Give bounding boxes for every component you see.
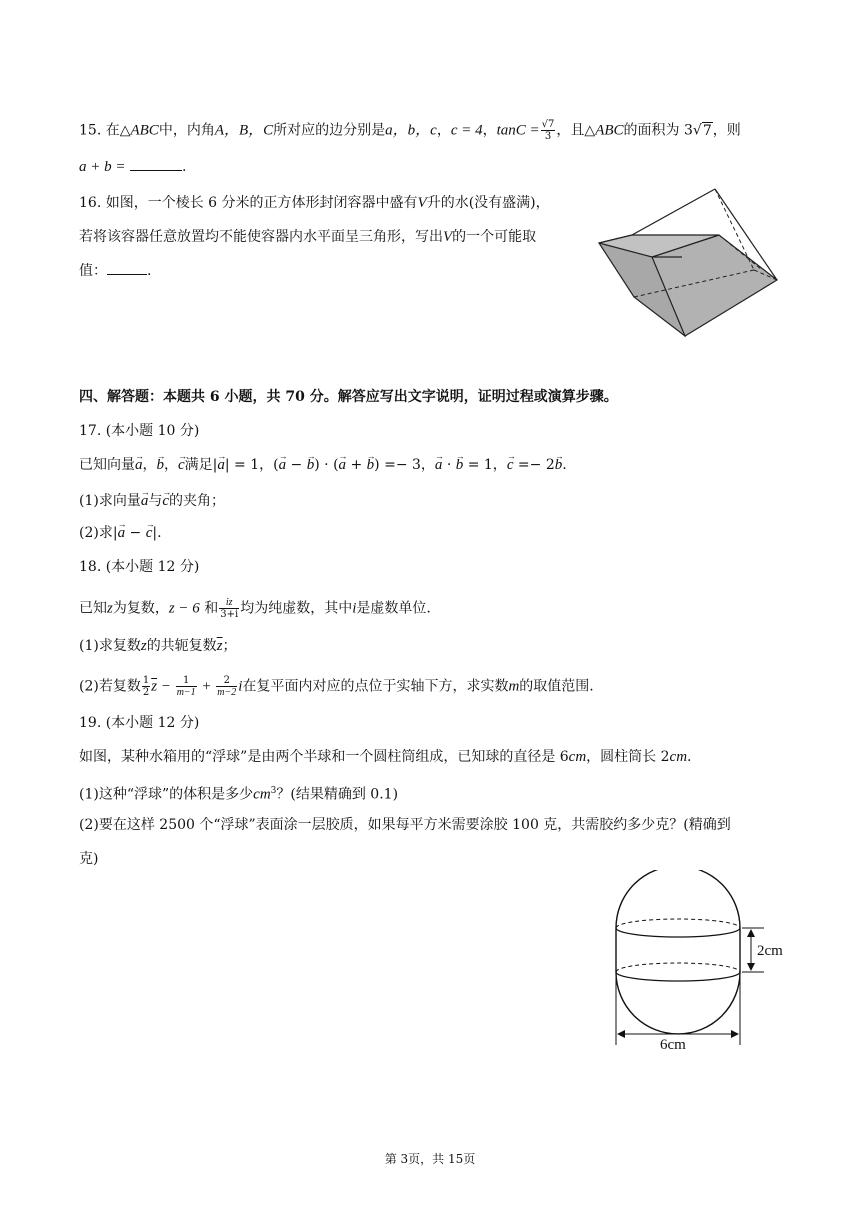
q18-part2: (2)若复数 $\frac{1}{2}$ $\overline{z}$ − $\frac{1}{m-1}$ + $\frac{2}{m-2}$ i在复平面内对应的点位于实轴下方，求实数m的取值范围. — [79, 675, 594, 698]
q18-condition: 已知z为复数，z − 6 和 $\frac{iz}{3+i}$ 均为纯虚数，其中i是虚数单位. — [79, 597, 431, 620]
height-arrowhead-bottom — [747, 963, 755, 971]
q16-line1: 16. 如图，一个棱长 6 分米的正方体形封闭容器中盛有V升的水(没有盛满)， — [79, 195, 550, 211]
q15-answer-blank[interactable] — [130, 158, 182, 171]
q16-line2: 若将该容器任意放置均不能使容器内水平面呈三角形，写出V的一个可能取 — [79, 229, 537, 245]
q18-fraction-iz: $\frac{iz}{3+i}$ — [220, 597, 239, 620]
q15-line1: 15. 在△ABC中，内角A，B，C所对应的边分别是a，b，c，c = 4，tanC = $\frac{√7}{3}$ ，且△ABC的面积为 3√7，则 — [79, 119, 741, 142]
q17-part1: (1)求向量→ a与→ c的夹角； — [79, 491, 225, 511]
section4-title: 四、解答题：本题共 6 小题，共 70 分。解答应写出文字说明，证明过程或演算步骤。 — [79, 389, 618, 405]
q19-description: 如图，某种水箱用的“浮球”是由两个半球和一个圆柱筒组成，已知球的直径是 6cm，圆柱筒长 2cm. — [79, 749, 692, 765]
cube-water-figure — [596, 186, 786, 344]
q17-part2: (2)求|→ a − → c|. — [79, 523, 162, 543]
q17-condition: 已知向量→ a，→ b，→ c满足|→ a| = 1，(→ a − → b) · (→ a + → b) =− 3，→ a · → b = 1，→ c =− 2→ b. — [79, 455, 567, 475]
q16-answer-blank[interactable] — [107, 262, 147, 275]
width-arrowhead-right — [731, 1030, 739, 1038]
width-label: 6cm — [660, 1037, 686, 1050]
q19-head: 19. (本小题 12 分) — [79, 715, 200, 731]
cube-edge — [632, 189, 715, 235]
top-ellipse-front — [616, 928, 740, 937]
q18-fraction-half: $\frac{1}{2}$ — [142, 675, 150, 698]
q18-part1: (1)求复数z的共轭复数$\overline{z}$； — [79, 638, 237, 654]
q18-head: 18. (本小题 12 分) — [79, 559, 200, 575]
bottom-ellipse-front — [616, 972, 740, 981]
height-label: 2cm — [757, 943, 783, 959]
float-ball-figure — [608, 870, 798, 1050]
q15-line2: a + b = . — [79, 159, 187, 175]
top-ellipse-back — [616, 919, 740, 928]
q15-tan-fraction: $\frac{√7}{3}$ — [541, 119, 555, 142]
width-arrowhead-left — [617, 1030, 625, 1038]
q18-fraction-2: $\frac{2}{m-2}$ — [217, 675, 237, 698]
q16-line3: 值： . — [79, 263, 152, 279]
q18-fraction-1: $\frac{1}{m-1}$ — [176, 675, 196, 698]
q19-part2-line1: (2)要在这样 2500 个“浮球”表面涂一层胶质，如果每平方米需要涂胶 100 克，共需胶约多少克？(精确到 — [79, 817, 731, 833]
bottom-ellipse-back — [616, 963, 740, 972]
q17-head: 17. (本小题 10 分) — [79, 423, 200, 439]
q19-part1: (1)这种“浮球”的体积是多少$cm^3$？(结果精确到 0.1) — [79, 786, 399, 803]
q19-part2-line2: 克) — [79, 851, 99, 867]
height-arrowhead-top — [747, 929, 755, 937]
page-footer: 第 3页，共 15页 — [384, 1152, 476, 1166]
